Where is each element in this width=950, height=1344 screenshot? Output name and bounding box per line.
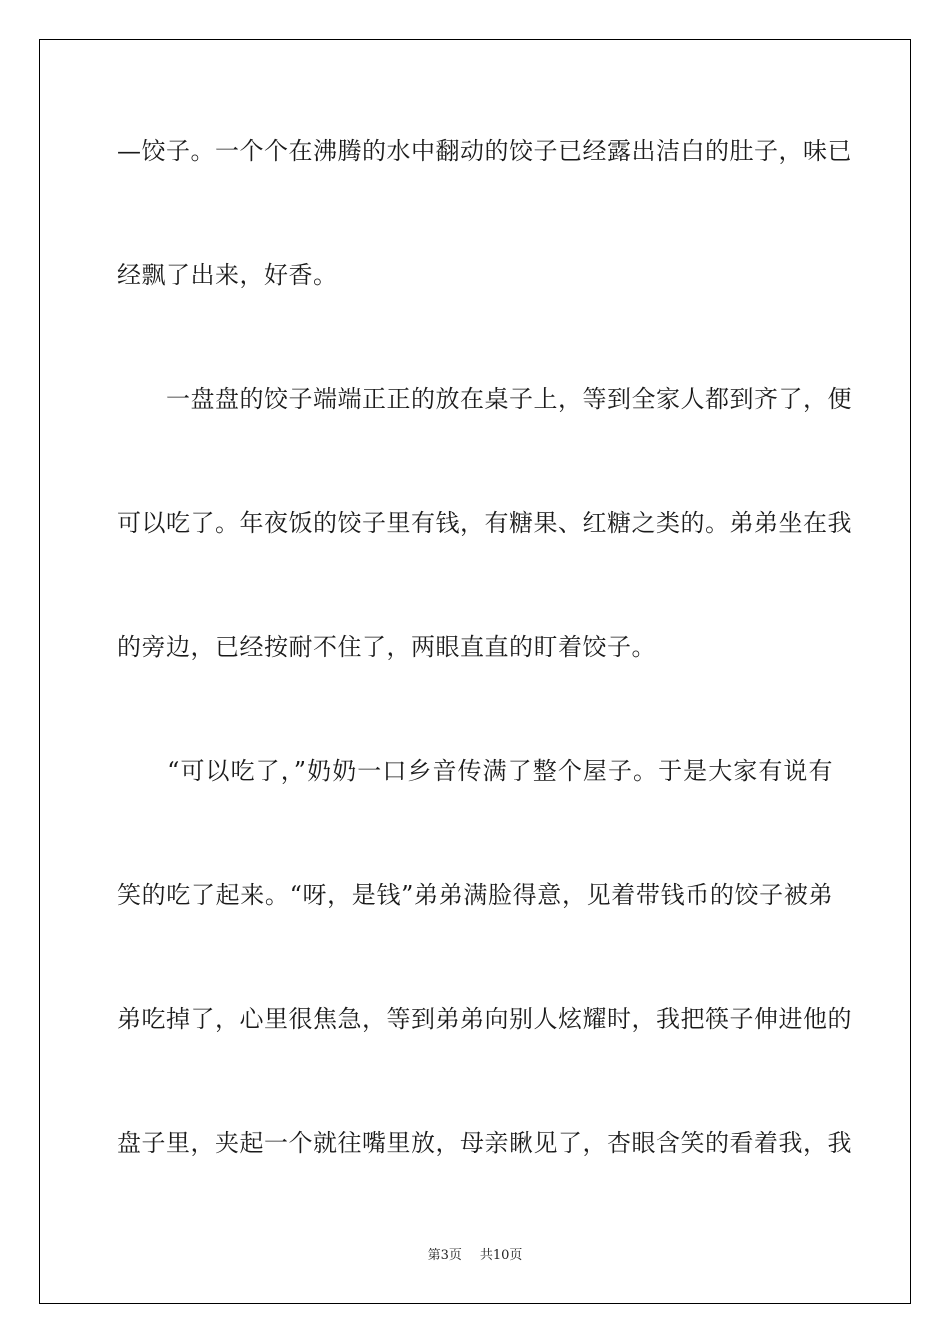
paragraph-line: 可以吃了。年夜饭的饺子里有钱，有糖果、红糖之类的。弟弟坐在我 bbox=[117, 509, 852, 537]
page-footer bbox=[0, 1247, 950, 1265]
paragraph-line: 笑的吃了起来。“呀，是钱”弟弟满脸得意，见着带钱币的饺子被弟 bbox=[117, 881, 833, 909]
paragraph-line: 弟吃掉了，心里很焦急，等到弟弟向别人炫耀时，我把筷子伸进他的 bbox=[117, 1005, 852, 1033]
paragraph-line: —饺子。一个个在沸腾的水中翻动的饺子已经露出洁白的肚子，味已 bbox=[117, 137, 852, 165]
paragraph-line: “可以吃了，”奶奶一口乡音传满了整个屋子。于是大家有说有 bbox=[117, 757, 833, 785]
paragraph-line: 经飘了出来，好香。 bbox=[117, 261, 338, 289]
page-number: 第3页 bbox=[427, 1248, 462, 1263]
total-pages: 共10页 bbox=[479, 1248, 523, 1263]
page-border bbox=[39, 39, 911, 1304]
paragraph-line: 的旁边，已经按耐不住了，两眼直直的盯着饺子。 bbox=[117, 633, 656, 661]
paragraph-line: 一盘盘的饺子端端正正的放在桌子上，等到全家人都到齐了，便 bbox=[117, 385, 852, 413]
paragraph-line: 盘子里，夹起一个就往嘴里放，母亲瞅见了，杏眼含笑的看着我，我 bbox=[117, 1129, 852, 1157]
